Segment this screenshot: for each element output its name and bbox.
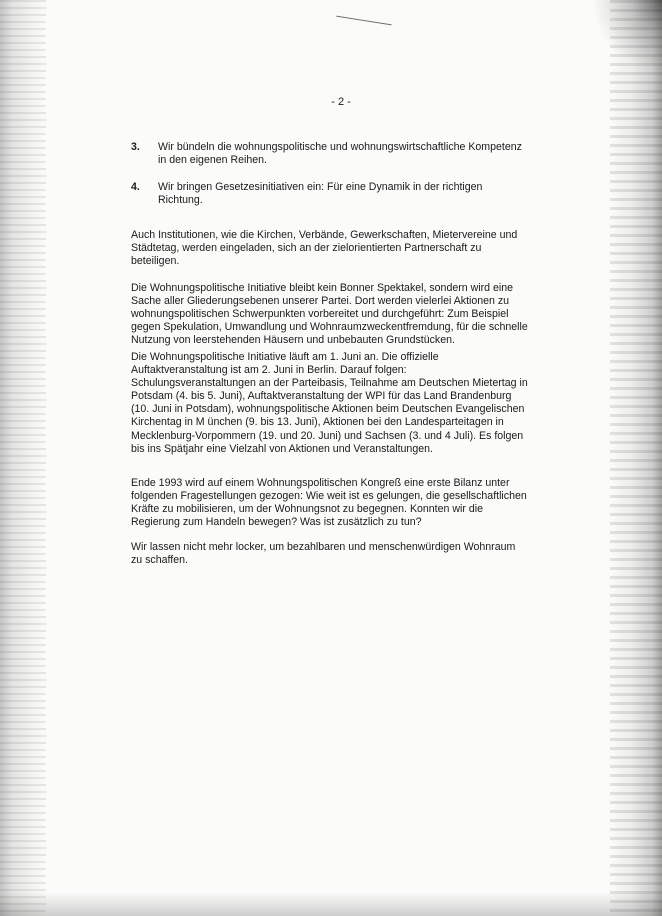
scan-artifact-line	[336, 16, 391, 26]
scan-edge-left	[0, 0, 46, 916]
paragraph-congress: Ende 1993 wird auf einem Wohnungspolitischen Kongreß eine erste Bilanz unter folgenden Fragestellungen gezogen: Wie weit ist es gelungen, die gesellschaftlichen Kräfte zu mobilisieren, um der Wohnungsnot zu begegnen. Konnten wir die Regierung zum Handeln bewegen? Was ist zusätzlich zu tun?	[131, 477, 527, 529]
scan-corner-shadow	[592, 0, 662, 70]
paragraph-closing: Wir lassen nicht mehr locker, um bezahlbaren und menschenwürdigen Wohnraum zu schaffen.	[131, 541, 516, 567]
list-item-text: Wir bringen Gesetzesinitiativen ein: Für eine Dynamik in der richtigen Richtung.	[158, 181, 483, 206]
paragraph-institutions: Auch Institutionen, wie die Kirchen, Verbände, Gewerkschaften, Mietervereine und Städtetag, werden eingeladen, sich an der zielorientierten Partnerschaft zu beteiligen.	[131, 229, 518, 268]
page-number: - 2 -	[331, 96, 351, 108]
paragraph-initiative: Die Wohnungspolitische Initiative bleibt kein Bonner Spektakel, sondern wird eine Sache aller Gliederungsebenen unserer Partei. Dort werden vielerlei Aktionen zu wohnungspolitischen Schwerpunkten vorbereitet und durchgeführt: Zum Beispiel gegen Spekulation, Umwandlung und Wohnraumzweckentfremdung, für die schnelle Nutzung von leerstehenden Häusern und unbebauten Grundstücken.	[131, 282, 528, 347]
paragraph-schedule: Die Wohnungspolitische Initiative läuft am 1. Juni an. Die offizielle Auftaktveranstaltung ist am 2. Juni in Berlin. Darauf folgen: Schulungsveranstaltungen an der Parteibasis, Teilnahme am Deutschen Mietertag in Potsdam (4. bis 5. Juni), Auftaktveranstaltung der WPI für das Land Brandenburg (10. Juni in Potsdam), wohnungspolitische Aktionen beim Deutschen Evangelischen Kirchentag in M ünchen (9. bis 13. Juni), Aktionen bei den Landesparteitagen in Mecklenburg-Vorpommern (19. und 20. Juni) und Sachsen (3. und 4 Juli). Es folgen bis ins Spätjahr eine Vielzahl von Aktionen und Veranstaltungen.	[131, 351, 528, 455]
list-item-text: Wir bündeln die wohnungspolitische und wohnungswirtschaftliche Kompetenz in den eigenen Reihen.	[158, 141, 522, 166]
scan-edge-right	[610, 0, 662, 916]
list-item-number: 3.	[131, 141, 140, 153]
list-item-number: 4.	[131, 181, 140, 193]
scan-edge-bottom	[0, 892, 662, 916]
